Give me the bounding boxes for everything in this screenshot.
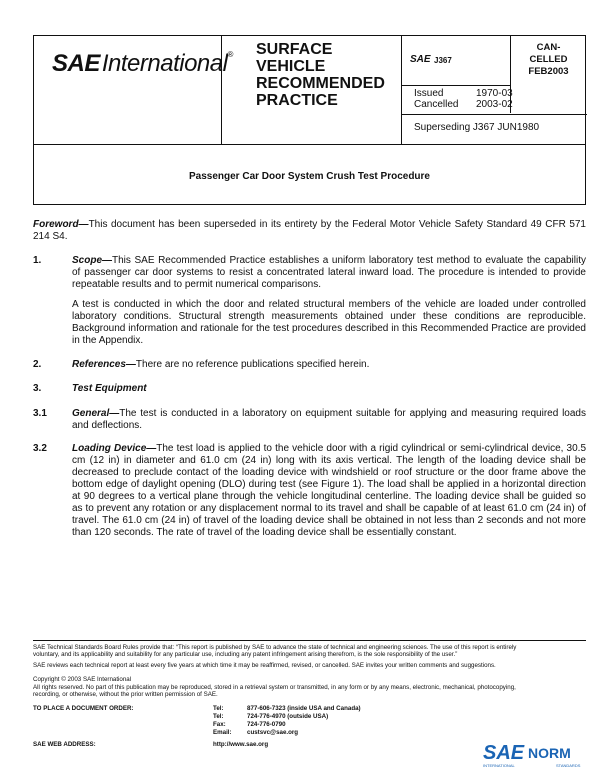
order-label: TO PLACE A DOCUMENT ORDER: (33, 705, 134, 712)
header-rule (402, 85, 510, 86)
scope-section: Scope—This SAE Recommended Practice establishes a uniform laboratory test method to evaluate the capability of passenger car door systems to resist a concentrated lateral inward load. The procedure is intended to provide repeatable results and to permit numerical comparisons. (72, 255, 586, 290)
section-number: 3.1 (33, 408, 47, 419)
document-header (33, 35, 586, 145)
tel-label: Tel: (213, 705, 224, 712)
footer-copyright: Copyright © 2003 SAE International (33, 676, 132, 683)
small-sae-logo: SAE (410, 54, 431, 65)
test-equipment-heading: Test Equipment (72, 383, 147, 394)
email-link[interactable]: custsvc@sae.org (247, 729, 299, 736)
footer-review: SAE reviews each technical report at least every five years at which time it may be reaffirmed, revised, or cancelled. SAE invites your written comments and suggestions. (33, 662, 496, 669)
web-link[interactable]: http://www.sae.org (213, 741, 269, 748)
norm-word: NORM (528, 745, 571, 761)
section-number: 2. (33, 359, 42, 370)
references-section: References—There are no reference publications specified herein. (72, 359, 370, 370)
footer-rules-line: SAE Technical Standards Board Rules provide that: “This report is published by SAE to advance the state of technical and engineering sciences. The use of this report is entirely (33, 644, 517, 651)
title-box (33, 145, 586, 205)
loading-device-section: Loading Device—The test load is applied to the vehicle door with a rigid cylindrical or semi-cylindrical device, 30.5 cm (12 in) in diameter and 61.0 cm (24 in) long with its axis vertical. The length of the loading device shall be decreased to preclude contact of the loading device with windshield or roof structure or the door frame above the bottom edge of daylight opening (DLO) during test (see Figure 1). The load shall be applied in a horizontal direction at 90 degrees to a vertical plane through the vehicle longitudinal centerline. The loading device shall be guided so as to prevent any rotation or any displacement normal to its travel and shall be capable of at least 61.0 cm (24 in) of travel. The 61.0 cm (24 in) of travel of the loading device shall be obtained in not less than 2 seconds and not more than 120 seconds. The rate of travel of the loading device shall be essentially constant. (72, 443, 587, 538)
general-section: General—The test is conducted in a laboratory on equipment suitable for applying and measuring required loads and deflections. (72, 408, 586, 431)
document-title: Passenger Car Door System Crush Test Procedure (188, 171, 430, 182)
sae-norm-logo-graphic (482, 740, 592, 770)
web-label: SAE WEB ADDRESS: (33, 741, 96, 748)
document-type: SURFACE VEHICLE RECOMMENDED PRACTICE (256, 41, 385, 109)
issued-row: Issued 1970-03 (414, 88, 513, 99)
norm-mark: SAE (483, 742, 525, 764)
cancelled-row: Cancelled 2003-02 (414, 99, 513, 110)
footer-rights-line: recording, or otherwise, without the prior written permission of SAE. (33, 691, 218, 698)
header-divider (401, 36, 402, 144)
section-number: 1. (33, 255, 42, 266)
superseding-note: Superseding J367 JUN1980 (414, 122, 540, 133)
tel-value: 724-776-4970 (outside USA) (247, 713, 329, 720)
fax-label: Fax: (213, 721, 226, 728)
section-number: 3.2 (33, 443, 47, 454)
document-number: J367 (434, 56, 452, 65)
email-label: Email: (213, 729, 232, 736)
sae-norm-logo (482, 740, 592, 770)
norm-sub: INTERNATIONAL (483, 763, 515, 768)
footer-rule (33, 640, 586, 641)
scope-paragraph-2: A test is conducted in which the door and related structural members of the vehicle are loaded under controlled laboratory conditions. Structural strength measurements obtained under these conditions are reproducible. Background information and rationale for the test procedures described in this Recommended Practice are provided in the Appendix. (72, 299, 586, 346)
tel-value: 877-606-7323 (inside USA and Canada) (247, 705, 361, 712)
status-cancelled: CAN- CELLED FEB2003 (528, 42, 569, 77)
footer-rights-line: All rights reserved. No part of this publication may be reproduced, stored in a retrieval system or transmitted, in any form or by any means, electronic, mechanical, photocopying, (33, 684, 516, 691)
footer-rules-line: voluntary, and its applicability and suitability for any particular use, including any patent infringement arising therefrom, is the sole responsibility of the user.” (33, 651, 458, 658)
norm-sub2: STANDARDS (556, 763, 581, 768)
header-rule (402, 114, 587, 115)
fax-value: 724-776-0790 (247, 721, 286, 728)
tel-label: Tel: (213, 713, 224, 720)
section-number: 3. (33, 383, 42, 394)
sae-international-logo: SAEInternational® (52, 50, 233, 77)
foreword: Foreword—This document has been superseded in its entirety by the Federal Motor Vehicle Safety Standard 49 CFR 571 214 S4. (33, 219, 586, 242)
